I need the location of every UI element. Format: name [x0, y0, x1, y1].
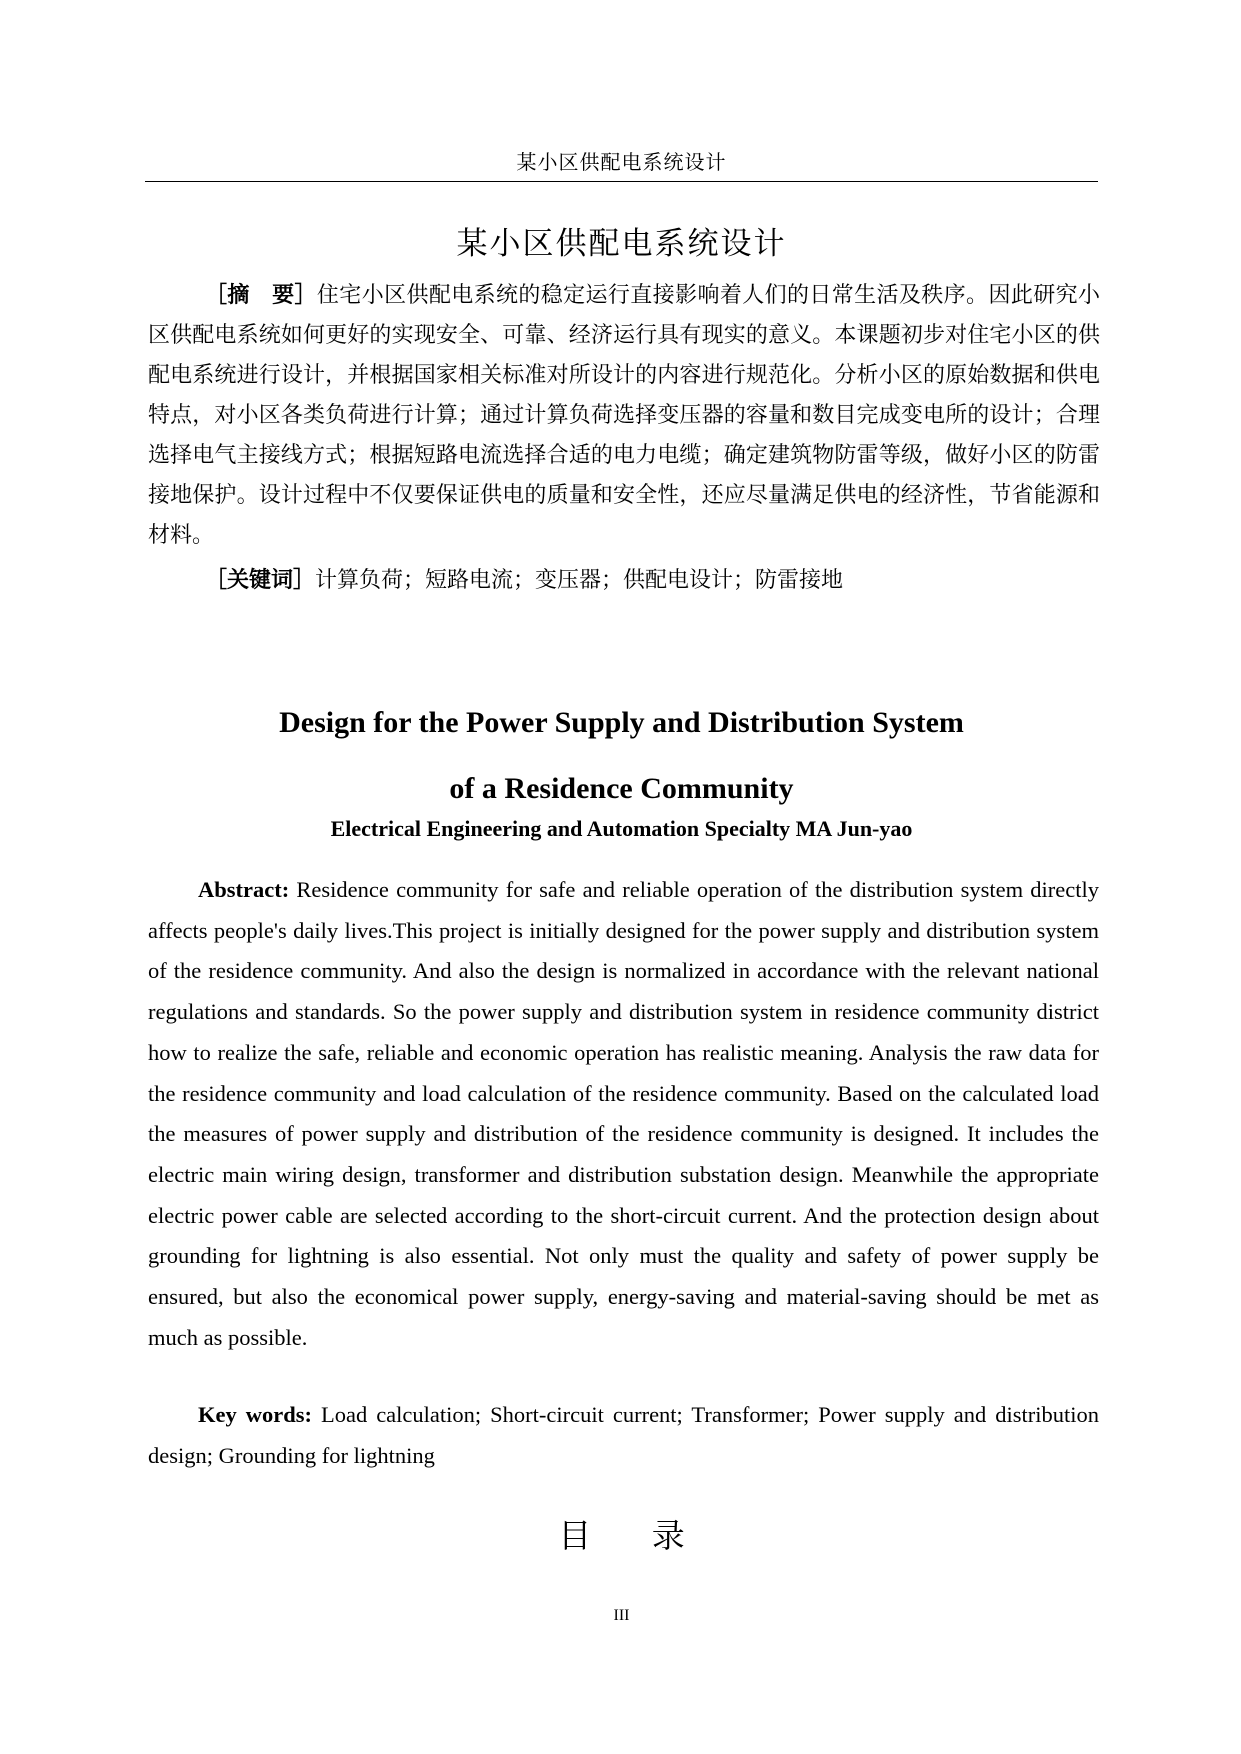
english-keywords-label: Key words: [198, 1402, 312, 1427]
chinese-keywords-label: ［关键词］ [205, 568, 316, 593]
toc-title [145, 1510, 1098, 1557]
chinese-keywords-text: 计算负荷；短路电流；变压器；供配电设计；防雷接地 [315, 568, 844, 593]
english-title [145, 690, 1098, 822]
english-keywords-text: Load calculation; Short-circuit current; Transformer; Power supply and distribution design; Grounding for lightning [148, 1402, 1099, 1468]
toc-title-char1: 目 [558, 1516, 592, 1555]
english-abstract [148, 870, 1099, 1358]
english-abstract-label: Abstract: [198, 877, 290, 902]
english-abstract-text: Residence community for safe and reliable operation of the distribution system directly affects people's daily lives.This project is initially designed for the power supply and distribution system of the residence community. And also the design is normalized in accordance with the relevant national regulations and standards. So the power supply and distribution system in residence community district how to realize the safe, reliable and economic operation has realistic meaning. Analysis the raw data for the residence community and load calculation of the residence community. Based on the calculated load the measures of power supply and distribution of the residence community is designed. It includes the electric main wiring design, transformer and distribution substation design. Meanwhile the appropriate electric power cable are selected according to the short-circuit current. And the protection design about grounding for lightning is also essential. Not only must the quality and safety of power supply be ensured, but also the economical power supply, energy-saving and material-saving should be met as much as possible. [148, 877, 1099, 1350]
toc-title-char2: 录 [651, 1516, 685, 1555]
english-title-line1: Design for the Power Supply and Distribution System [279, 706, 964, 739]
english-keywords [148, 1395, 1099, 1476]
chinese-abstract-label: ［摘 要］ [205, 283, 317, 308]
chinese-keywords [148, 561, 1100, 601]
running-header: 某小区供配电系统设计 [145, 146, 1098, 182]
chinese-title: 某小区供配电系统设计 [456, 226, 787, 262]
chinese-abstract [148, 276, 1100, 556]
english-title-line2: of a Residence Community [449, 772, 794, 805]
chinese-abstract-text: 住宅小区供配电系统的稳定运行直接影响着人们的日常生活及秩序。因此研究小区供配电系统如何更好的实现安全、可靠、经济运行具有现实的意义。本课题初步对住宅小区的供配电系统进行设计，并根据国家相关标准对所设计的内容进行规范化。分析小区的原始数据和供电特点，对小区各类负荷进行计算；通过计算负荷选择变压器的容量和数目完成变电所的设计；合理选择电气主接线方式；根据短路电流选择合适的电力电缆；确定建筑物防雷等级，做好小区的防雷接地保护。设计过程中不仅要保证供电的质量和安全性，还应尽量满足供电的经济性，节省能源和材料。 [148, 283, 1100, 548]
english-author-line: Electrical Engineering and Automation Specialty MA Jun-yao [330, 816, 913, 841]
page-number: III [613, 1607, 630, 1624]
